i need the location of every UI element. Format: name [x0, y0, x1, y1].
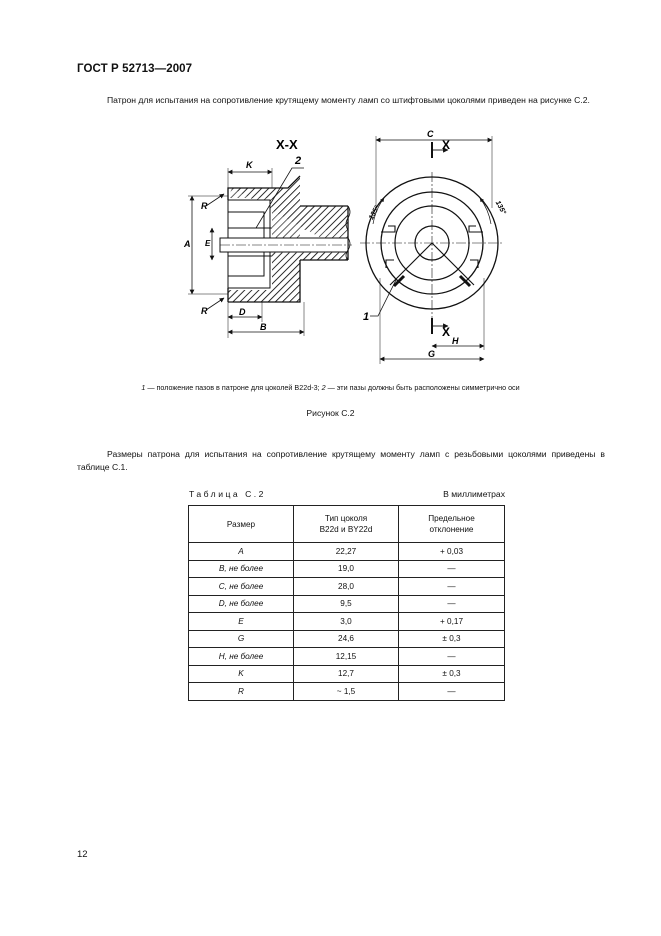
legend-number-2: 2 [321, 383, 326, 392]
section-view [188, 168, 352, 338]
cell-value: 28,0 [294, 578, 399, 596]
cell-deviation: — [399, 578, 505, 596]
header-type [294, 506, 399, 543]
header-type-line1: Тип цоколя [324, 514, 368, 523]
label-a: A [184, 239, 191, 249]
cell-value: 3,0 [294, 613, 399, 631]
cell-value: 12,15 [294, 648, 399, 666]
cell-dimension: R [189, 683, 294, 701]
cell-dimension: B, не более [189, 560, 294, 578]
cell-dimension: D, не более [189, 595, 294, 613]
table-row [189, 560, 505, 578]
cell-deviation: ± 0,3 [399, 665, 505, 683]
cell-deviation: — [399, 595, 505, 613]
cell-value: ~ 1,5 [294, 683, 399, 701]
page-number: 12 [77, 849, 88, 860]
cell-deviation: — [399, 560, 505, 578]
header-type-line2: B22d и BY22d [319, 525, 373, 534]
table-units: В миллиметрах [443, 489, 505, 499]
table-row [189, 665, 505, 683]
cell-deviation: + 0,03 [399, 543, 505, 561]
legend-text-2: — эти пазы должны быть расположены симметрично оси [325, 383, 520, 392]
cell-dimension: G [189, 630, 294, 648]
label-r-bottom: R [201, 306, 208, 316]
label-d: D [239, 307, 246, 317]
figure-legend [0, 383, 661, 392]
cell-dimension: E [189, 613, 294, 631]
dimensions-table [188, 505, 505, 701]
body-paragraph: Размеры патрона для испытания на сопротивление крутящему моменту ламп с резьбовыми цоколями приведены в таблице С.1. [77, 449, 605, 472]
table-row [189, 543, 505, 561]
cell-value: 24,6 [294, 630, 399, 648]
document-header: ГОСТ Р 52713—2007 [77, 63, 193, 75]
figure-caption: Рисунок С.2 [306, 408, 355, 418]
label-1: 1 [363, 311, 370, 323]
label-b: B [260, 322, 267, 332]
header-dev-line1: Предельное [428, 514, 475, 523]
front-view [360, 136, 504, 364]
table-row [189, 630, 505, 648]
intro-paragraph: Патрон для испытания на сопротивление крутящему моменту ламп со штифтовыми цоколями приведен на рисунке С.2. [107, 95, 590, 105]
label-angle-left: 135° [368, 204, 382, 222]
table-row [189, 683, 505, 701]
legend-number-1: 1 [141, 383, 146, 392]
table-row [189, 595, 505, 613]
cell-deviation: — [399, 683, 505, 701]
label-r-top: R [201, 201, 208, 211]
label-c: C [427, 129, 434, 139]
label-e: E [205, 239, 211, 248]
cell-deviation: + 0,17 [399, 613, 505, 631]
cell-value: 22,27 [294, 543, 399, 561]
label-k: K [246, 160, 253, 170]
table-title: Таблица С.2 [189, 489, 266, 499]
cell-dimension: A [189, 543, 294, 561]
label-g: G [428, 349, 436, 359]
label-h: H [452, 336, 459, 346]
cell-dimension: H, не более [189, 648, 294, 666]
header-dev-line2: отклонение [429, 525, 474, 534]
cell-deviation: ± 0,3 [399, 630, 505, 648]
cell-value: 12,7 [294, 665, 399, 683]
table-header-row [189, 506, 505, 543]
legend-text-1: — положение пазов в патроне для цоколей B22d-3; [145, 383, 322, 392]
cell-deviation: — [399, 648, 505, 666]
cell-dimension: K [189, 665, 294, 683]
cell-value: 9,5 [294, 595, 399, 613]
section-label: X-X [276, 137, 298, 152]
table-row [189, 648, 505, 666]
label-2: 2 [295, 155, 302, 167]
table-row [189, 578, 505, 596]
header-size: Размер [189, 506, 294, 543]
table-row [189, 613, 505, 631]
header-deviation [399, 506, 505, 543]
label-x-top: X [442, 138, 451, 152]
cell-value: 19,0 [294, 560, 399, 578]
label-angle-right: 135° [493, 199, 507, 216]
cell-dimension: C, не более [189, 578, 294, 596]
technical-drawing [180, 128, 525, 368]
label-x-bottom: X [442, 325, 451, 339]
